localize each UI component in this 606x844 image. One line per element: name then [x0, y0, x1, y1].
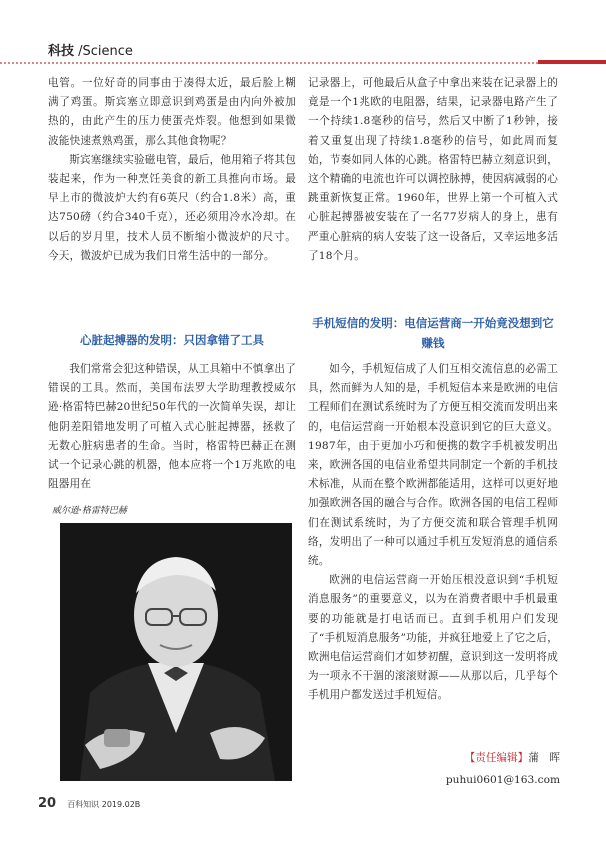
page-number: 20 — [38, 796, 57, 811]
sms-text — [308, 360, 558, 706]
header-divider — [0, 62, 606, 64]
editor-name: 蒲 晖 — [528, 752, 560, 764]
portrait-photo — [60, 523, 292, 781]
portrait-illustration — [60, 523, 292, 781]
running-header — [48, 40, 133, 60]
paragraph: 我们常常会犯这种错误，从工具箱中不慎拿出了错误的工具。然而，美国布法罗大学助理教授威尔逊·格雷特巴赫20世纪50年代的一次简单失误，却让他阴差阳错地发明了可植入式心脏起搏器，拯救了无数心脏病患者的生命。当时，格雷特巴赫正在测试一个记录心跳的机器，他本应将一个1万兆欧的电阻器用在 — [48, 363, 296, 491]
paragraph: 斯宾塞继续实验磁电管，最后，他用箱子将其包装起来，作为一种烹饪美食的新工具推向市场。最早上市的微波炉大约有6英尺（约合1.8米）高，重达750磅（约合340千克），还必须用冷水冷却。在以后的岁月里，技术人员不断缩小微波炉的尺寸。今天，微波炉已成为我们日常生活中的一部分。 — [48, 153, 296, 262]
paragraph: 电管。一位好奇的同事由于凑得太近，最后脸上糊满了鸡蛋。斯宾塞立即意识到鸡蛋是由内向外被加热的，由此产生的压力使蛋壳炸裂。他想到如果微波能快速煮熟鸡蛋，那么其他食物呢？ — [48, 77, 296, 147]
pacemaker-heading: 心脏起搏器的发明：只因拿错了工具 — [80, 333, 264, 347]
sms-heading: 手机短信的发明：电信运营商一开始竟没想到它赚钱 — [312, 316, 554, 350]
left-intro-text — [48, 74, 296, 266]
pacemaker-text-continued — [308, 74, 558, 266]
photo-caption: 威尔逊·格雷特巴赫 — [52, 506, 127, 516]
paragraph: 记录器上，可他最后从盒子中拿出来装在记录器上的竟是一个1兆欧的电阻器，结果，记录器电路产生了一个持续1.8毫秒的信号，然后又中断了1秒钟，接着又重复出现了持续1.8毫秒的信号，如此周而复始，节奏如同人体的心跳。格雷特巴赫立刻意识到，这个精确的电流也许可以调控脉搏，使因病减弱的心跳重新恢复正常。1960年，世界上第一个可植入式心脏起搏器被安装在了一名77岁病人的身上，患有严重心脏病的病人安装了这一设备后，又幸运地多活了18个月。 — [308, 77, 558, 262]
magazine-issue: 百科知识 2019.02B — [67, 800, 141, 809]
page-footer — [38, 792, 141, 811]
section-title: 科技 — [48, 44, 75, 59]
editor-label: 【责任编辑】 — [464, 752, 529, 764]
paragraph: 如今，手机短信成了人们互相交流信息的必需工具，然而鲜为人知的是，手机短信本来是欧洲的电信工程师们在测试系统时为了方便互相交流而发明出来的，电信运营商一开始根本没意识到它的巨大意义。1987年，由于更加小巧和便携的数字手机被发明出来，欧洲各国的电信业希望共同制定一个新的手机技术标准，从而在整个欧洲都能适用，这样可以更好地加强欧洲各国的融合与合作。欧洲各国的电信工程师们在测试系统时，为了方便交流和联合管理手机网络，发明出了一种可以通过手机互发短消息的通信系统。 — [308, 363, 558, 568]
header-accent-bar — [538, 60, 606, 64]
pacemaker-text — [48, 360, 296, 494]
section-subtitle: /Science — [78, 44, 133, 59]
editor-email: puhui0601@163.com — [445, 774, 560, 786]
editor-credit — [430, 747, 560, 791]
paragraph: 欧洲的电信运营商一开始压根没意识到“手机短消息服务”的重要意义，以为在消费者眼中手机最重要的功能就是打电话而已。直到手机用户们发现了“手机短消息服务”功能，并疯狂地爱上了它之后，欧洲电信运营商们才如梦初醒，意识到这一发明将成为一项永不干涸的滚滚财源——从那以后，几乎每个手机用户都发送过手机短信。 — [308, 574, 558, 702]
